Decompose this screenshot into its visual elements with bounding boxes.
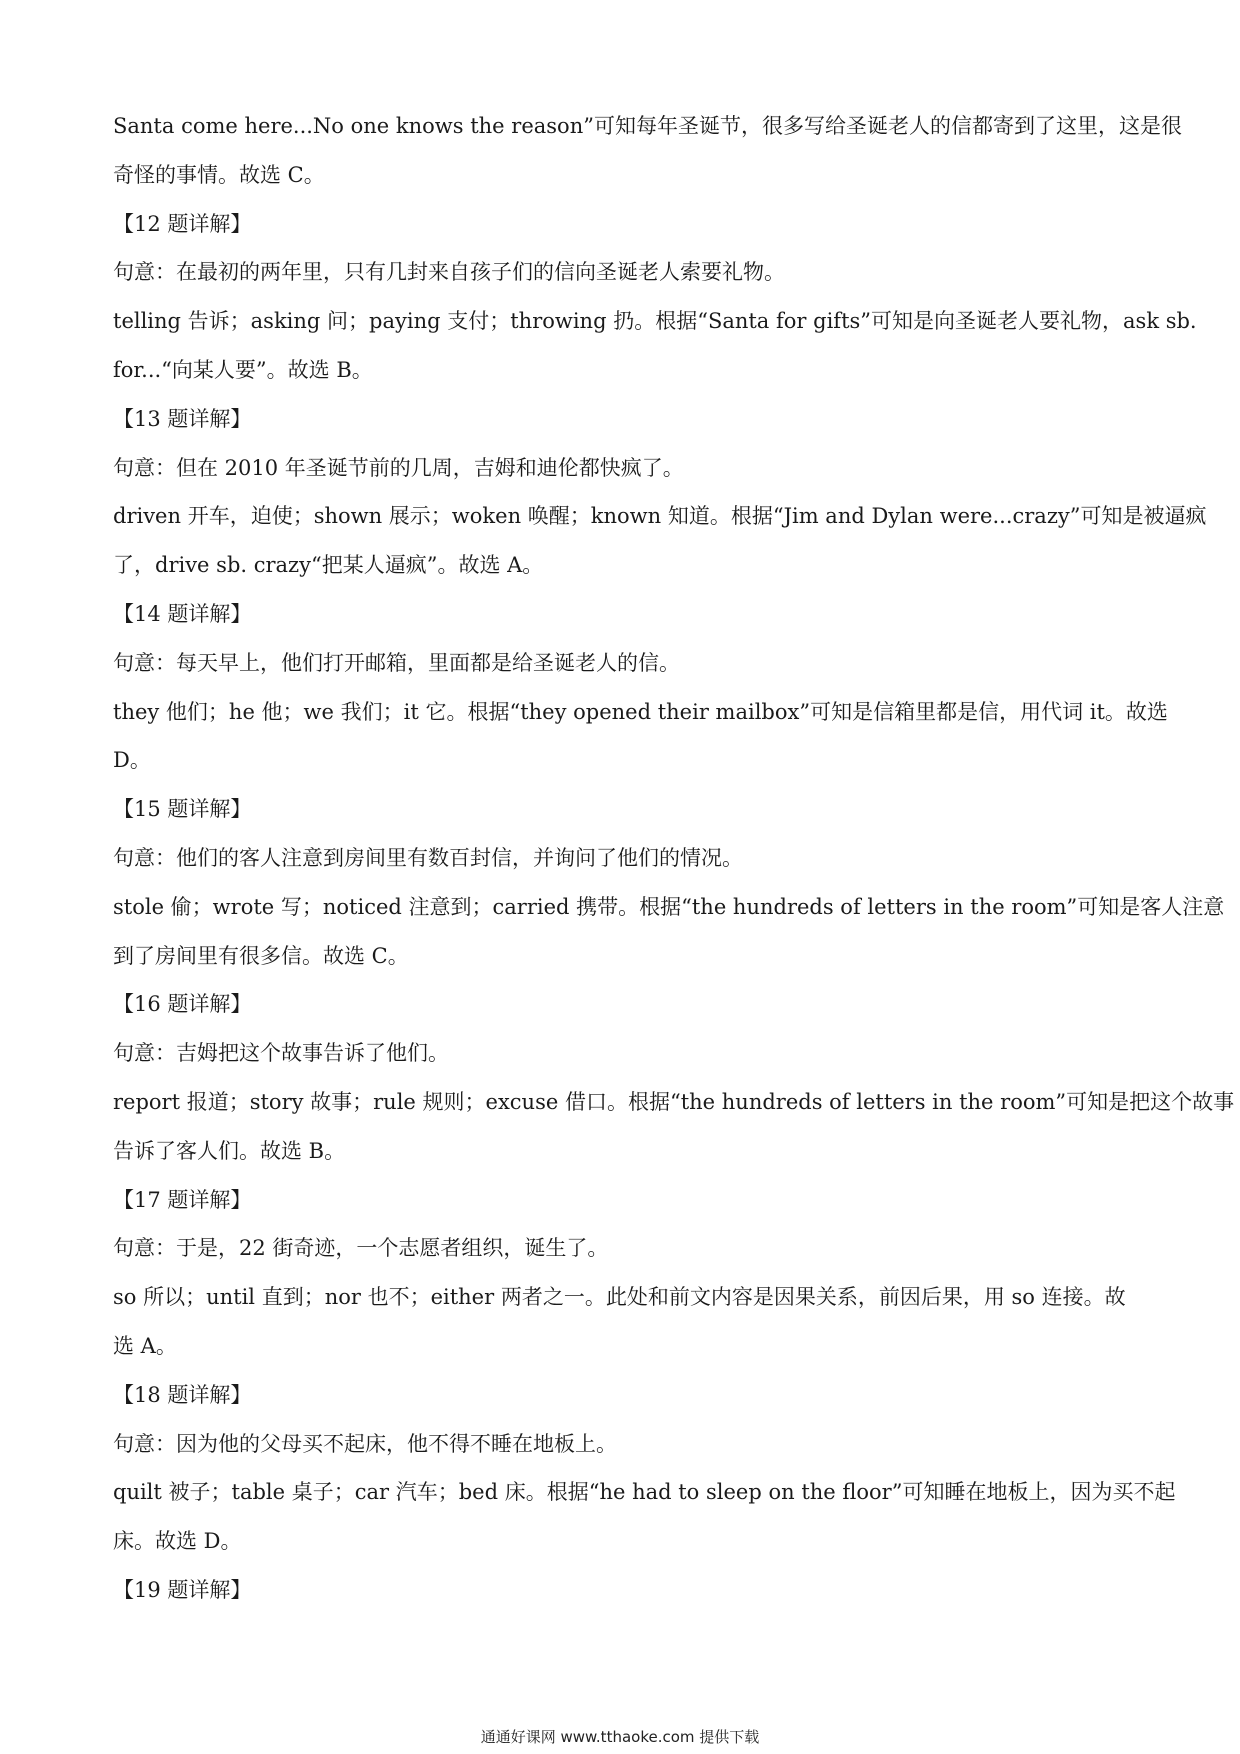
text-line: telling 告诉；asking 问；paying 支付；throwing 扔。根据“Santa for gifts”可知是向圣诞老人要礼物，ask sb. (113, 309, 1197, 334)
text-line: stole 偷；wrote 写；noticed 注意到；carried 携带。根据“the hundreds of letters in the room”可知是客人注意 (113, 894, 1225, 919)
text-line: 【19 题详解】 (113, 1577, 252, 1602)
document-body (113, 102, 1235, 1615)
text-line: 句意：因为他的父母买不起床，他不得不睡在地板上。 (113, 1431, 617, 1456)
text-line: 【13 题详解】 (113, 406, 252, 431)
text-line: 句意：吉姆把这个故事告诉了他们。 (113, 1041, 449, 1066)
text-line: 【18 题详解】 (113, 1382, 252, 1407)
text-line: 告诉了客人们。故选 B。 (113, 1138, 346, 1163)
text-line: 句意：每天早上，他们打开邮箱，里面都是给圣诞老人的信。 (113, 650, 680, 675)
text-line: 【14 题详解】 (113, 601, 252, 626)
text-line: 句意：在最初的两年里，只有几封来自孩子们的信向圣诞老人索要礼物。 (113, 260, 785, 285)
text-line: 奇怪的事情。故选 C。 (113, 162, 325, 187)
text-line: driven 开车，迫使；shown 展示；woken 唤醒；known 知道。根据“Jim and Dylan were...crazy”可知是被逼疯 (113, 504, 1207, 529)
text-line: 了，drive sb. crazy“把某人逼疯”。故选 A。 (113, 553, 544, 578)
text-line: 选 A。 (113, 1333, 177, 1358)
text-line: 【16 题详解】 (113, 992, 252, 1017)
text-line: 句意：于是，22 街奇迹，一个志愿者组织，诞生了。 (113, 1236, 609, 1261)
text-line: 到了房间里有很多信。故选 C。 (113, 943, 409, 968)
text-line: report 报道；story 故事；rule 规则；excuse 借口。根据“the hundreds of letters in the room”可知是把这个故事 (113, 1089, 1235, 1114)
text-line: quilt 被子；table 桌子；car 汽车；bed 床。根据“he had to sleep on the floor”可知睡在地板上，因为买不起 (113, 1480, 1176, 1505)
text-line: for...“向某人要”。故选 B。 (113, 357, 373, 382)
text-line: D。 (113, 748, 151, 773)
text-line: 【15 题详解】 (113, 797, 252, 822)
text-line: 句意：但在 2010 年圣诞节前的几周，吉姆和迪伦都快疯了。 (113, 455, 684, 480)
text-line: 床。故选 D。 (113, 1529, 242, 1554)
text-line: so 所以；until 直到；nor 也不；either 两者之一。此处和前文内容是因果关系，前因后果，用 so 连接。故 (113, 1285, 1126, 1310)
text-line: 句意：他们的客人注意到房间里有数百封信，并询问了他们的情况。 (113, 845, 743, 870)
page-footer: 通通好课网 www.tthaoke.com 提供下载 (480, 1728, 760, 1746)
text-line: 【12 题详解】 (113, 211, 252, 236)
text-line: they 他们；he 他；we 我们；it 它。根据“they opened their mailbox”可知是信箱里都是信，用代词 it。故选 (113, 699, 1168, 724)
text-line: 【17 题详解】 (113, 1187, 252, 1212)
text-line: Santa come here...No one knows the reason”可知每年圣诞节，很多写给圣诞老人的信都寄到了这里，这是很 (113, 114, 1182, 138)
